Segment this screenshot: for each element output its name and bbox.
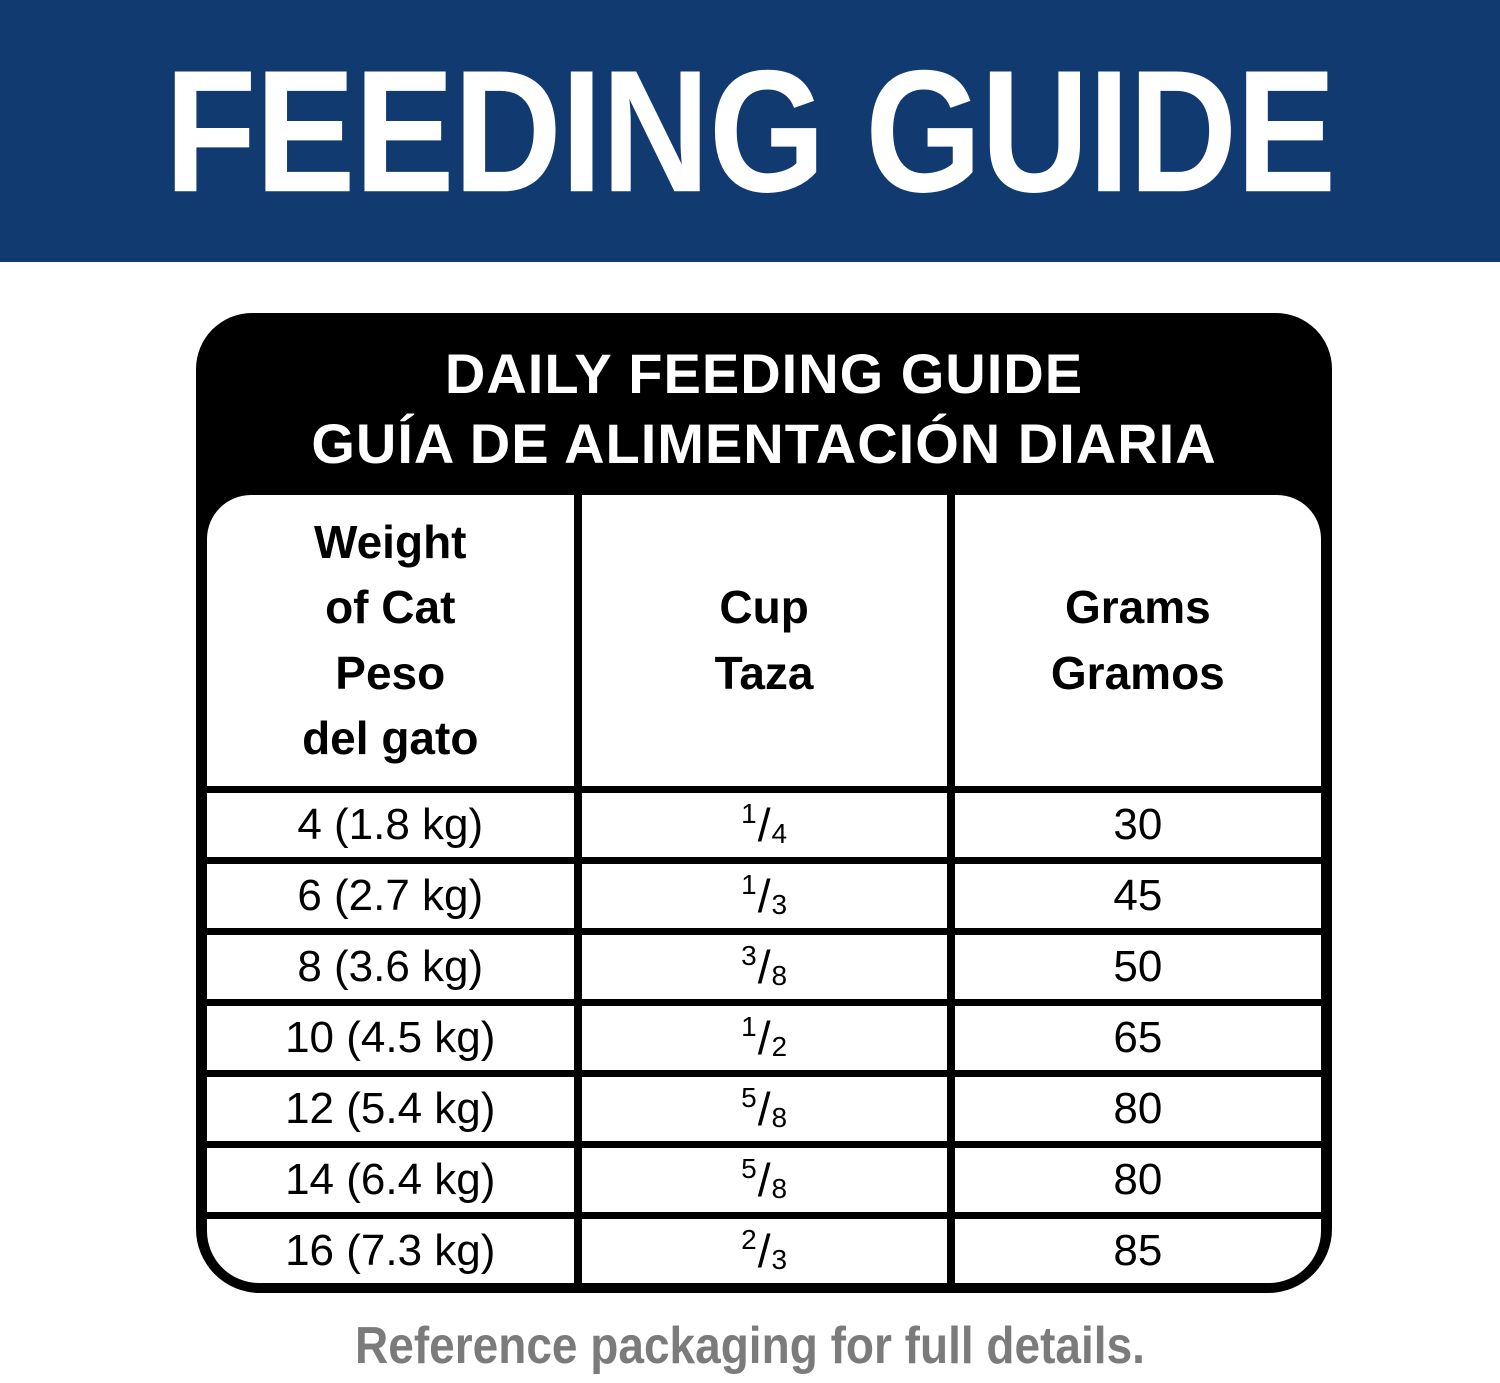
banner-title: FEEDING GUIDE	[164, 32, 1336, 228]
footer	[0, 1315, 1500, 1375]
header-line: Cup	[719, 581, 809, 634]
weight-cell: 6 (2.7 kg)	[297, 871, 484, 920]
fraction-numerator: 2	[741, 1224, 757, 1255]
weight-cell: 16 (7.3 kg)	[285, 1226, 496, 1275]
daily-feeding-guide-card	[196, 313, 1332, 1293]
table-row	[207, 1070, 1321, 1141]
fraction-numerator: 1	[741, 1011, 757, 1042]
fraction-slash: /	[757, 1083, 771, 1135]
feeding-guide-banner	[0, 0, 1500, 262]
cup-fraction	[741, 940, 787, 994]
fraction-slash: /	[757, 799, 771, 851]
fraction-slash: /	[757, 870, 771, 922]
header-line: Grams	[1064, 581, 1211, 634]
table-row	[207, 857, 1321, 928]
header-line: Peso	[335, 646, 446, 699]
grams-cell: 85	[947, 1219, 1321, 1283]
card-title-block	[196, 313, 1332, 495]
table-row	[207, 999, 1321, 1070]
header-line: of Cat	[325, 581, 456, 634]
cup-cell	[574, 1006, 947, 1070]
fraction-denominator: 3	[771, 1244, 788, 1275]
fraction-slash: /	[757, 941, 771, 993]
table-row	[207, 786, 1321, 857]
header-weight-of-cat	[207, 495, 574, 786]
grams-cell: 80	[947, 1148, 1321, 1212]
cup-cell	[574, 1077, 947, 1141]
table-header-row	[207, 495, 1321, 786]
weight-cell: 10 (4.5 kg)	[285, 1013, 496, 1062]
cup-fraction	[741, 869, 787, 923]
grams-cell: 65	[947, 1006, 1321, 1070]
table-row	[207, 1212, 1321, 1283]
cup-cell	[574, 935, 947, 999]
fraction-slash: /	[757, 1012, 771, 1064]
card-title-english: DAILY FEEDING GUIDE	[444, 342, 1084, 405]
fraction-numerator: 1	[741, 798, 757, 829]
header-grams	[947, 495, 1321, 786]
table-row	[207, 1141, 1321, 1212]
cup-fraction	[741, 1153, 787, 1207]
grams-cell: 80	[947, 1077, 1321, 1141]
feeding-table	[207, 495, 1321, 1283]
table-row	[207, 928, 1321, 999]
weight-cell: 4 (1.8 kg)	[297, 800, 484, 849]
fraction-denominator: 8	[771, 1102, 788, 1133]
fraction-denominator: 2	[771, 1031, 788, 1062]
header-cup	[574, 495, 947, 786]
cup-fraction	[741, 1011, 787, 1065]
fraction-denominator: 8	[771, 960, 788, 991]
cup-fraction	[741, 1224, 787, 1278]
grams-cell: 45	[947, 864, 1321, 928]
cup-cell	[574, 1148, 947, 1212]
fraction-numerator: 5	[741, 1082, 757, 1113]
fraction-numerator: 1	[741, 869, 757, 900]
fraction-denominator: 8	[771, 1173, 788, 1204]
header-line: Taza	[714, 646, 814, 699]
weight-cell: 12 (5.4 kg)	[285, 1084, 496, 1133]
fraction-numerator: 5	[741, 1153, 757, 1184]
cup-cell	[574, 864, 947, 928]
cup-fraction	[741, 1082, 787, 1136]
footer-note: Reference packaging for full details.	[355, 1315, 1145, 1375]
grams-cell: 50	[947, 935, 1321, 999]
header-line: Gramos	[1050, 646, 1225, 699]
weight-cell: 14 (6.4 kg)	[285, 1155, 496, 1204]
fraction-slash: /	[757, 1225, 771, 1277]
weight-cell: 8 (3.6 kg)	[297, 942, 484, 991]
fraction-denominator: 4	[771, 818, 788, 849]
header-line: del gato	[302, 711, 479, 764]
fraction-denominator: 3	[771, 889, 788, 920]
cup-cell	[574, 1219, 947, 1283]
grams-cell: 30	[947, 793, 1321, 857]
header-line: Weight	[314, 515, 467, 568]
card-title-spanish: GUÍA DE ALIMENTACIÓN DIARIA	[311, 412, 1217, 475]
cup-cell	[574, 793, 947, 857]
fraction-slash: /	[757, 1154, 771, 1206]
fraction-numerator: 3	[741, 940, 757, 971]
cup-fraction	[741, 798, 787, 852]
